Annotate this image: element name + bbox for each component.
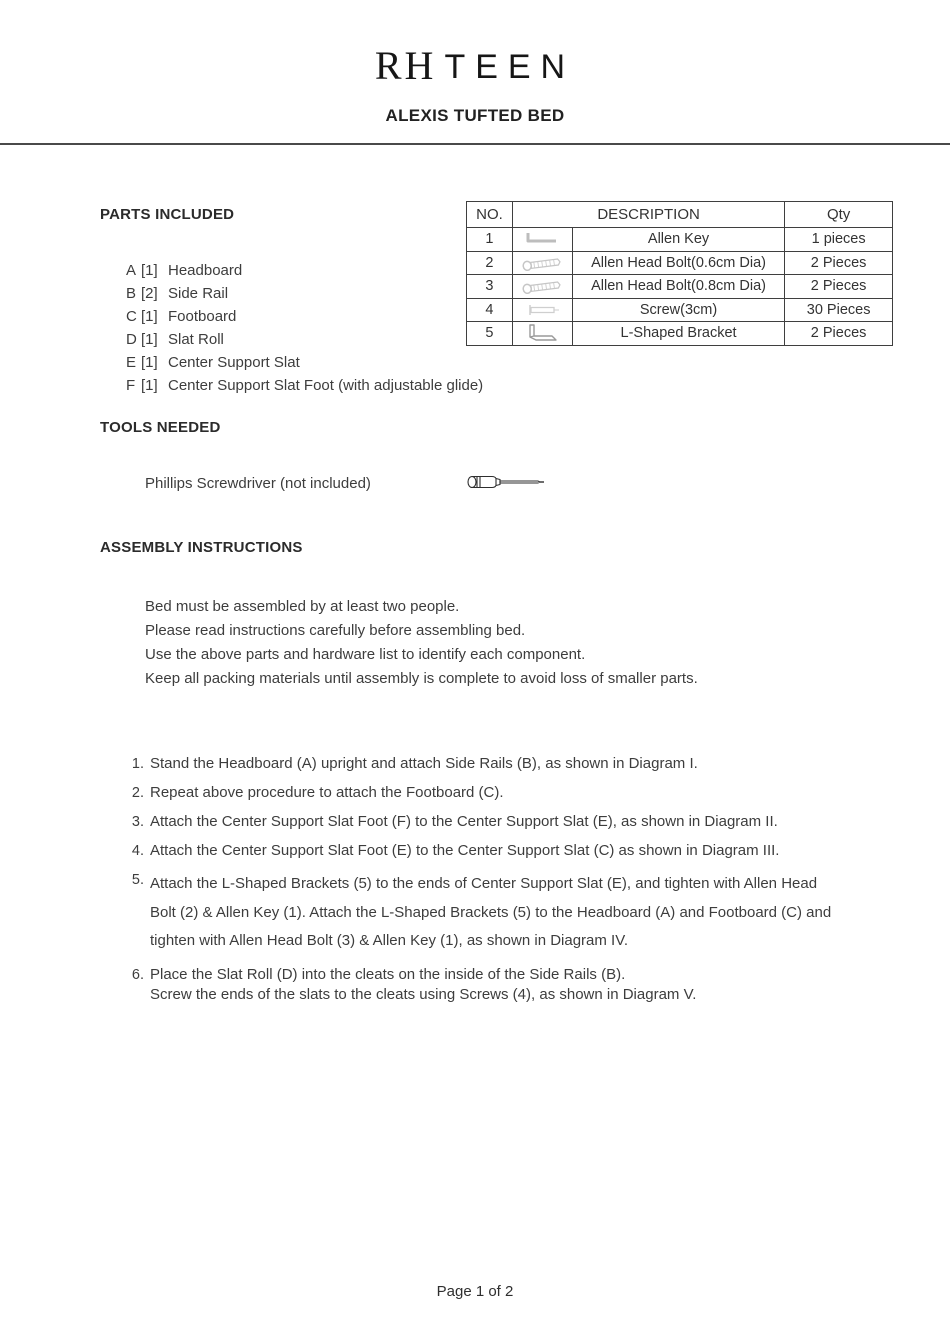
table-header-row (467, 202, 893, 228)
tools-needed-section (100, 419, 620, 492)
col-header-no: NO. (467, 202, 513, 228)
list-item (126, 305, 460, 328)
step-text: Attach the Center Support Slat Foot (F) to the Center Support Slat (E), as shown in Diagram II. (150, 813, 778, 830)
row-description: Allen Head Bolt(0.8cm Dia) (572, 275, 784, 299)
row-no: 3 (467, 275, 513, 299)
list-item (126, 351, 460, 374)
row-qty: 2 Pieces (785, 251, 893, 275)
assembly-step (124, 783, 910, 803)
assembly-step (124, 754, 910, 774)
step-text: tighten with Allen Head Bolt (3) & Allen Key (1), as shown in Diagram IV. (150, 932, 629, 949)
assembly-step (124, 812, 910, 832)
step-text: Screw the ends of the slats to the cleats using Screws (4), as shown in Diagram V. (150, 985, 697, 1003)
l-bracket-icon (512, 322, 572, 346)
row-description: Allen Key (572, 228, 784, 252)
part-name: Side Rail (168, 285, 229, 302)
allen-head-bolt-icon (512, 251, 572, 275)
assembly-step (124, 870, 910, 956)
parts-included-heading: PARTS INCLUDED (100, 206, 235, 223)
row-no: 1 (467, 228, 513, 252)
part-qty: [1] (141, 354, 158, 371)
part-letter: A (126, 262, 137, 279)
assembly-step (124, 965, 910, 1005)
row-no: 5 (467, 322, 513, 346)
screwdriver-icon (466, 472, 548, 496)
table-row (467, 298, 893, 322)
part-letter: F (126, 377, 136, 394)
assembly-heading: ASSEMBLY INSTRUCTIONS (100, 539, 303, 556)
step-number: 2. (131, 785, 144, 801)
part-letter: E (126, 354, 137, 371)
assembly-step (124, 841, 910, 861)
page-number: Page 1 of 2 (436, 1283, 514, 1300)
step-text: Repeat above procedure to attach the Footboard (C). (150, 784, 504, 801)
step-number: 3. (131, 814, 144, 830)
step-number: 6. (131, 966, 144, 983)
part-qty: [1] (141, 308, 158, 325)
table-row (467, 251, 893, 275)
tools-needed-heading: TOOLS NEEDED (100, 419, 221, 436)
tool-row (100, 475, 620, 492)
assembly-steps (124, 754, 910, 1005)
part-qty: [1] (141, 262, 158, 279)
part-letter: C (126, 308, 137, 325)
table-row (467, 322, 893, 346)
step-text: Bolt (2) & Allen Key (1). Attach the L-Shaped Brackets (5) to the Headboard (A) and Footboard (C) and (150, 903, 832, 921)
product-title: ALEXIS TUFTED BED (385, 106, 565, 125)
assembly-note: Use the above parts and hardware list to identify each component. (145, 646, 586, 663)
row-qty: 1 pieces (785, 228, 893, 252)
col-header-qty: Qty (785, 202, 893, 228)
step-number: 4. (131, 843, 144, 859)
assembly-note: Bed must be assembled by at least two people. (145, 598, 460, 615)
table-row (467, 275, 893, 299)
row-no: 4 (467, 298, 513, 322)
table-row (467, 228, 893, 252)
assembly-notes (145, 595, 910, 691)
brand-rh-text: RH (374, 43, 437, 88)
list-item (126, 259, 460, 282)
page-footer (0, 1283, 950, 1300)
part-name: Center Support Slat (168, 354, 300, 371)
screw-icon (512, 298, 572, 322)
step-number: 5. (131, 872, 144, 888)
part-name: Slat Roll (168, 331, 224, 348)
parts-included-section (100, 206, 484, 397)
allen-key-icon (512, 228, 572, 252)
part-qty: [1] (141, 331, 158, 348)
list-item (126, 282, 460, 305)
row-description: Allen Head Bolt(0.6cm Dia) (572, 251, 784, 275)
row-qty: 2 Pieces (785, 322, 893, 346)
allen-head-bolt-icon (512, 275, 572, 299)
step-text: Place the Slat Roll (D) into the cleats on the inside of the Side Rails (B). (150, 965, 626, 983)
row-description: L-Shaped Bracket (572, 322, 784, 346)
step-text: Attach the Center Support Slat Foot (E) to the Center Support Slat (C) as shown in Diagram III. (150, 842, 780, 859)
row-description: Screw(3cm) (572, 298, 784, 322)
list-item (126, 328, 460, 351)
header-divider (0, 143, 950, 145)
part-letter: B (126, 285, 137, 302)
step-text: Attach the L-Shaped Brackets (5) to the ends of Center Support Slat (E), and tighten with Allen Head (150, 875, 818, 892)
assembly-note: Keep all packing materials until assembly is complete to avoid loss of smaller parts. (145, 670, 698, 687)
row-no: 2 (467, 251, 513, 275)
tool-label: Phillips Screwdriver (not included) (145, 475, 371, 492)
row-qty: 2 Pieces (785, 275, 893, 299)
part-qty: [2] (141, 285, 158, 302)
part-letter: D (126, 331, 137, 348)
assembly-note: Please read instructions carefully before assembling bed. (145, 622, 526, 639)
part-name: Center Support Slat Foot (with adjustable glide) (168, 377, 484, 394)
step-number: 1. (131, 756, 144, 772)
step-text: Stand the Headboard (A) upright and attach Side Rails (B), as shown in Diagram I. (150, 755, 698, 772)
parts-list (100, 259, 484, 397)
part-name: Footboard (168, 308, 237, 325)
part-qty: [1] (141, 377, 158, 394)
assembly-instructions-section (100, 539, 910, 1014)
hardware-table (466, 201, 893, 346)
brand-teen-text: TEEN (444, 48, 576, 86)
col-header-description: DESCRIPTION (512, 202, 784, 228)
list-item (126, 374, 484, 397)
brand-logo (0, 42, 950, 89)
row-qty: 30 Pieces (785, 298, 893, 322)
part-name: Headboard (168, 262, 243, 279)
